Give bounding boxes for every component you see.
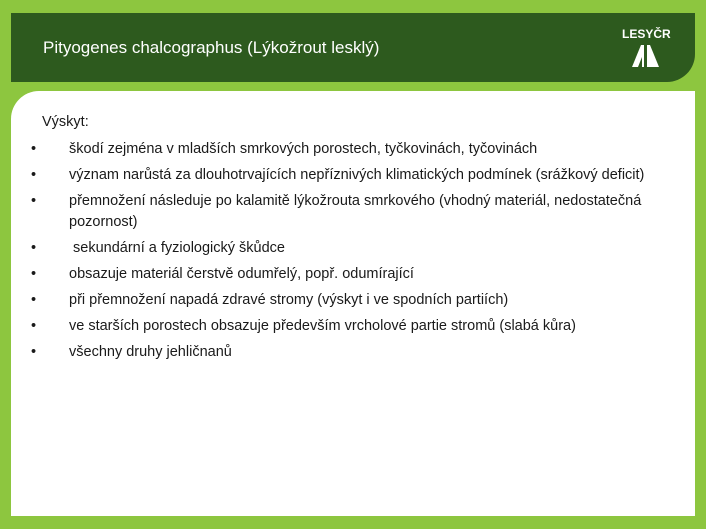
bullet-list <box>31 139 671 368</box>
list-item <box>31 139 671 160</box>
bullet-icon: • <box>31 240 37 256</box>
tree-logo-icon <box>632 45 662 67</box>
list-item <box>31 316 671 337</box>
section-heading: Výskyt: <box>42 114 89 130</box>
list-item <box>31 264 671 285</box>
list-item-text: při přemnožení napadá zdravé stromy (výskyt i ve spodních partiích) <box>69 292 509 308</box>
logo-text-main: LESY <box>622 27 654 41</box>
slide-title: Pityogenes chalcographus (Lýkožrout lesklý) <box>43 38 380 57</box>
slide-content <box>11 91 695 516</box>
list-item-text: význam narůstá za dlouhotrvajících nepříznivých klimatických podmínek (srážkový deficit) <box>69 167 645 183</box>
bullet-icon: • <box>31 318 37 334</box>
list-item <box>31 290 671 311</box>
slide-header <box>11 13 695 82</box>
logo-text-accent: ČR <box>653 27 671 41</box>
list-item <box>31 165 671 186</box>
list-item <box>31 238 671 259</box>
bullet-icon: • <box>31 344 37 360</box>
list-item-text: ve starších porostech obsazuje především vrcholové partie stromů (slabá kůra) <box>69 318 576 334</box>
bullet-icon: • <box>31 292 37 308</box>
bullet-icon: • <box>31 141 37 157</box>
bullet-icon: • <box>31 167 37 183</box>
list-item-text: všechny druhy jehličnanů <box>69 344 232 360</box>
list-item-text: přemnožení následuje po kalamitě lýkožrouta smrkového (vhodný materiál, nedostatečná pozornost) <box>69 193 642 230</box>
bullet-icon: • <box>31 266 37 282</box>
list-item-text: sekundární a fyziologický škůdce <box>69 240 285 256</box>
list-item <box>31 342 671 363</box>
logo-text <box>622 27 671 41</box>
list-item-text: obsazuje materiál čerstvě odumřelý, popř. odumírající <box>69 266 414 282</box>
bullet-icon: • <box>31 193 37 209</box>
lesy-cr-logo <box>622 27 672 71</box>
list-item-text: škodí zejména v mladších smrkových porostech, tyčkovinách, tyčovinách <box>69 141 538 157</box>
list-item <box>31 191 671 233</box>
